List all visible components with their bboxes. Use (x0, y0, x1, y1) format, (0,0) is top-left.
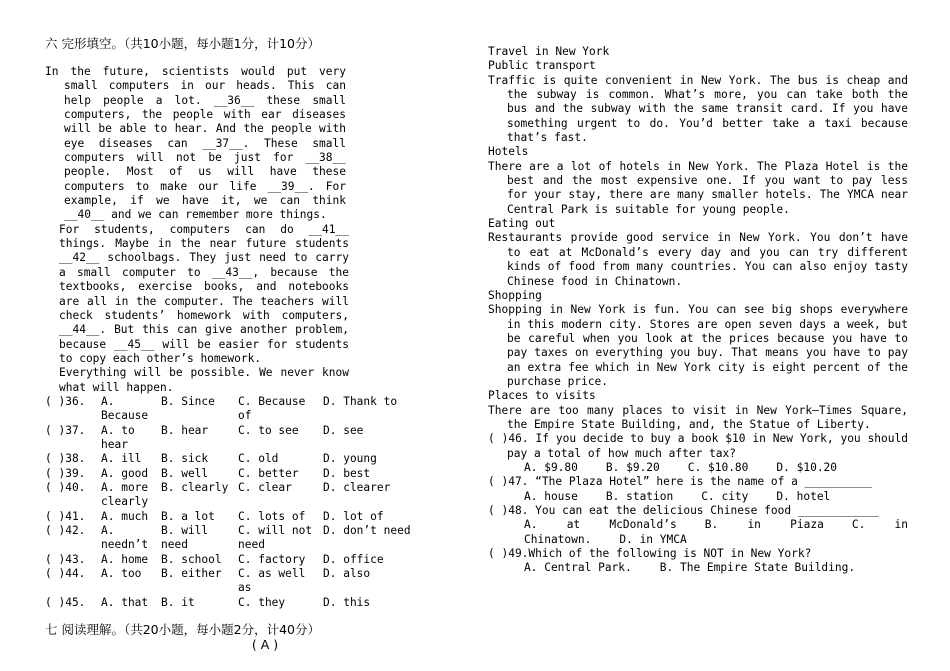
option-d: D. office (323, 552, 384, 566)
option-d: D. see (323, 423, 364, 437)
passage-paragraph-2: For students, computers can do __41__ things. Maybe in the near future students __42__ schoolbags. They just need to carry a small computer to __43__, because the textbooks, exercise books, and notebooks are all in the computer. The teachers will check students’ homework with computers, __44__. But this can give another problem, because __45__ will be easier for students to copy each other’s homework. (59, 222, 349, 365)
question-options (488, 490, 908, 504)
left-column (45, 0, 440, 651)
option-row (45, 395, 415, 424)
option-row (45, 467, 415, 481)
question-option-c: C. in Chinatown. (524, 518, 908, 546)
option-c: C. Because of (238, 394, 306, 423)
section6-title: 六 完形填空。（共10小题，每小题1分，计10分） (45, 36, 320, 51)
question-options (488, 518, 908, 547)
question-option-a: A. house (524, 489, 578, 503)
option-c: C. better (238, 466, 299, 480)
question-stem: ( )47. “The Plaza Hotel” here is the name of a __________ (488, 475, 872, 489)
option-a: A. needn’t (101, 524, 149, 552)
right-column (488, 0, 908, 576)
option-a: A. to hear (101, 423, 135, 451)
option-c: C. clear (238, 480, 292, 494)
question-option-b: B. station (605, 489, 674, 503)
option-num: ( )37. (45, 423, 86, 437)
section-text: There are too many places to visit in New York—Times Square, the Empire State Building, and, the Statue of Liberty. (488, 403, 908, 431)
option-b: B. will need (161, 524, 209, 552)
option-a: A. home (101, 552, 149, 566)
option-c: C. they (238, 595, 286, 609)
reading-sections (488, 59, 908, 432)
option-c: C. as well as (238, 567, 306, 595)
option-b: B. it (161, 595, 195, 609)
reading-title: Travel in New York (488, 45, 610, 58)
option-row (45, 481, 415, 510)
option-num: ( )41. (45, 509, 86, 523)
option-row (45, 452, 415, 466)
option-b: B. a lot (161, 509, 215, 523)
option-b: B. hear (161, 423, 209, 437)
option-a: A. Because (101, 394, 149, 423)
question-stem: ( )46. If you decide to buy a book $10 in New York, you should pay a total of how much after tax? (488, 432, 908, 460)
reading-questions (488, 432, 908, 575)
section-heading: Hotels (488, 145, 529, 159)
question-options (488, 461, 908, 475)
option-c: C. to see (238, 423, 299, 437)
question-option-b: B. $9.20 (605, 460, 660, 474)
option-row (45, 424, 415, 453)
part-a-label: ( A ) (251, 637, 279, 653)
option-d: D. also (323, 567, 371, 581)
question-option-a: A. $9.80 (524, 460, 578, 474)
option-row (45, 524, 415, 553)
question-option-c: C. city (701, 489, 749, 503)
option-a: A. much (101, 509, 149, 523)
option-num: ( )43. (45, 552, 86, 566)
section-heading: Eating out (488, 217, 556, 231)
option-num: ( )40. (45, 480, 86, 494)
section-heading: Public transport (488, 59, 596, 73)
option-num: ( )45. (45, 595, 86, 609)
option-d: D. this (323, 595, 371, 609)
option-b: B. Since (161, 394, 215, 408)
option-c: C. will not need (238, 524, 313, 552)
option-num: ( )39. (45, 466, 86, 480)
option-d: D. clearer (323, 480, 391, 494)
option-c: C. old (238, 452, 279, 466)
option-num: ( )42. (45, 524, 86, 537)
section-text: Restaurants provide good service in New York. You don’t have to eat at McDonald’s every day and you can try different kinds of food from many countries. You can also enjoy tasty Chinese food in Chinatown. (488, 231, 908, 288)
option-d: D. Thank to (323, 394, 398, 408)
option-b: B. school (161, 552, 222, 566)
question-option-d: D. hotel (776, 489, 831, 503)
cloze-passage (45, 65, 440, 395)
question-option-c: C. $10.80 (687, 460, 749, 474)
question-option-d: D. $10.20 (776, 460, 838, 474)
question-option-a: A. at McDonald’s (524, 518, 677, 532)
option-c: C. lots of (238, 509, 306, 523)
section-heading: Shopping (488, 288, 542, 302)
question-option-d: D. in YMCA (619, 532, 687, 546)
option-a: A. more clearly (101, 480, 149, 509)
question-options (488, 561, 908, 575)
section-heading: Places to visits (488, 389, 596, 403)
question-option-a: A. Central Park. (524, 561, 632, 575)
option-d: D. lot of (323, 509, 384, 523)
option-row (45, 567, 415, 596)
question-stem: ( )48. You can eat the delicious Chinese food ____________ (488, 504, 879, 517)
cloze-options (45, 395, 415, 610)
option-b: B. either (161, 567, 222, 581)
section-text: Traffic is quite convenient in New York. The bus is cheap and the subway is common. What’s more, you can take both the bus and the subway with the same transit card. If you have something urgent to do. You’d better take a taxi because that’s fast. (488, 73, 908, 145)
section-text: There are a lot of hotels in New York. The Plaza Hotel is the best and the most expensive one. If you want to pay less for your stay, there are many smaller hotels. The YMCA near Central Park is suitable for young people. (488, 159, 908, 216)
question-option-b: B. The Empire State Building. (659, 561, 856, 575)
passage-paragraph-3: Everything will be possible. We never know what will happen. (59, 366, 349, 394)
option-b: B. well (161, 466, 209, 480)
option-num: ( )44. (45, 567, 86, 581)
option-b: B. sick (161, 452, 209, 466)
section-text: Shopping in New York is fun. You can see big shops everywhere in this modern city. Stores are open seven days a week, but be careful when you look at the prices because you have to pay taxes on everything you buy. That means you have to pay an extra fee which in New York city is eight percent of the purchase price. (488, 303, 908, 388)
section7-title: 七 阅读理解。（共20小题，每小题2分，计40分） (45, 622, 320, 638)
option-a: A. good (101, 466, 149, 480)
option-row (45, 553, 415, 567)
option-d: D. best (323, 466, 371, 480)
question-option-b: B. in Piaza (704, 518, 824, 532)
option-a: A. too (101, 567, 142, 581)
option-c: C. factory (238, 552, 306, 566)
passage-paragraph-1: In the future, scientists would put very small computers in our heads. This can help people a lot. __36__ these small computers, the people with ear diseases will be able to hear. And the people with eye diseases can __37__. These small computers will not be just for __38__ people. Most of us will have these computers to make our life __39__. For example, if we have it, we can think __40__ and we can remember more things. (45, 65, 346, 222)
option-d: D. don’t need (323, 524, 411, 537)
option-num: ( )36. (45, 394, 86, 408)
option-b: B. clearly (161, 480, 229, 494)
question-stem: ( )49.Which of the following is NOT in New York? (488, 547, 812, 561)
option-a: A. that (101, 595, 149, 609)
option-d: D. young (323, 452, 377, 466)
option-num: ( )38. (45, 452, 86, 466)
option-a: A. ill (101, 452, 142, 466)
option-row (45, 510, 415, 524)
option-row (45, 596, 415, 610)
